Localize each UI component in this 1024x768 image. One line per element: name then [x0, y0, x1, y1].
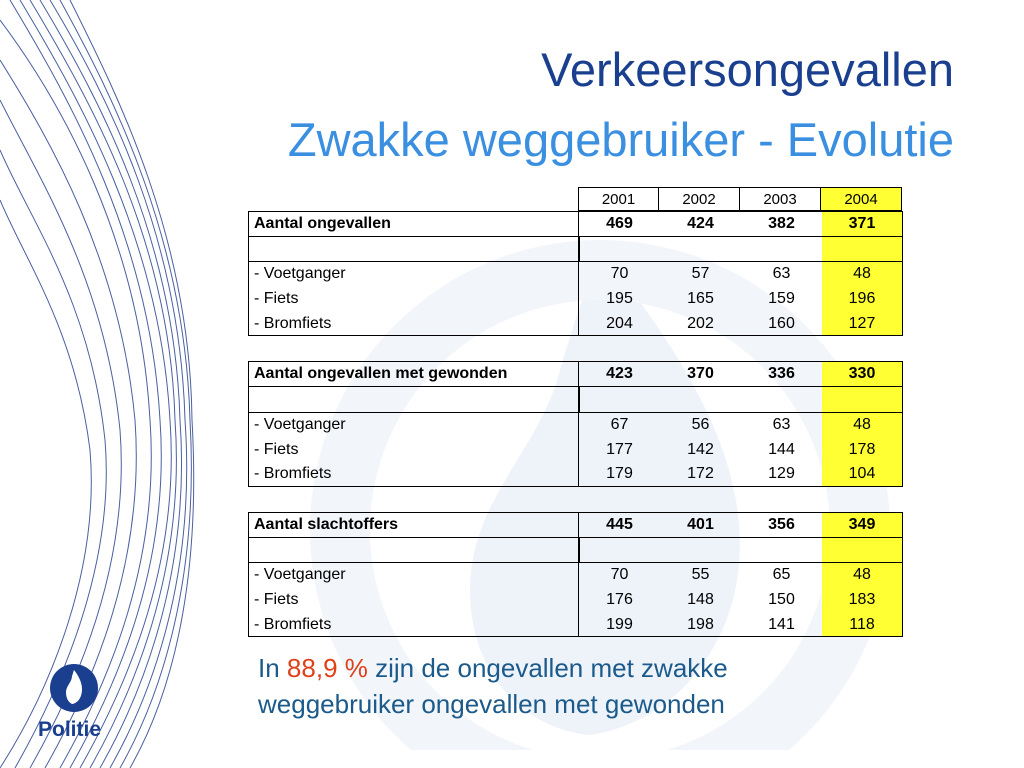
year-header: 2004 [821, 187, 902, 211]
statistics-table [248, 187, 903, 662]
year-header: 2002 [659, 187, 740, 211]
table-row: - Voetganger 67 56 63 48 [248, 413, 903, 438]
year-header: 2003 [740, 187, 821, 211]
table-row-heading: Aantal slachtoffers 445 401 356 349 [248, 512, 903, 537]
decorative-lines [0, 0, 200, 768]
table-row: - Bromfiets 204 202 160 127 [248, 312, 903, 337]
page-subtitle: Zwakke weggebruiker - Evolutie [287, 113, 954, 166]
table-row-empty [248, 537, 903, 564]
table-block-gewonden [248, 361, 903, 486]
table-row-empty [248, 236, 903, 263]
table-header-row [578, 187, 903, 211]
table-row: - Fiets 195 165 159 196 [248, 287, 903, 312]
table-block-slachtoffers [248, 512, 903, 637]
footer-line1: zijn de ongevallen met zwakke [367, 653, 728, 683]
table-row: - Voetganger 70 55 65 48 [248, 563, 903, 588]
footer-line2: weggebruiker ongevallen met gewonden [258, 689, 725, 719]
table-row-empty [248, 386, 903, 413]
table-row: - Bromfiets 199 198 141 118 [248, 613, 903, 638]
footer-percentage: 88,9 % [286, 653, 368, 683]
table-block-ongevallen [248, 211, 903, 336]
table-row-heading: Aantal ongevallen met gewonden 423 370 336 330 [248, 361, 903, 386]
flame-icon [38, 662, 110, 718]
table-row-heading: Aantal ongevallen 469 424 382 371 [248, 211, 903, 236]
table-row: - Voetganger 70 57 63 48 [248, 262, 903, 287]
table-row: - Bromfiets 179 172 129 104 [248, 462, 903, 487]
year-header: 2001 [578, 187, 659, 211]
table-row: - Fiets 177 142 144 178 [248, 438, 903, 463]
table-row: - Fiets 176 148 150 183 [248, 588, 903, 613]
footer-prefix: In [258, 653, 287, 683]
logo-label: Politie [38, 718, 102, 741]
page-title: Verkeersongevallen [541, 43, 954, 96]
footer-statement [258, 650, 728, 722]
